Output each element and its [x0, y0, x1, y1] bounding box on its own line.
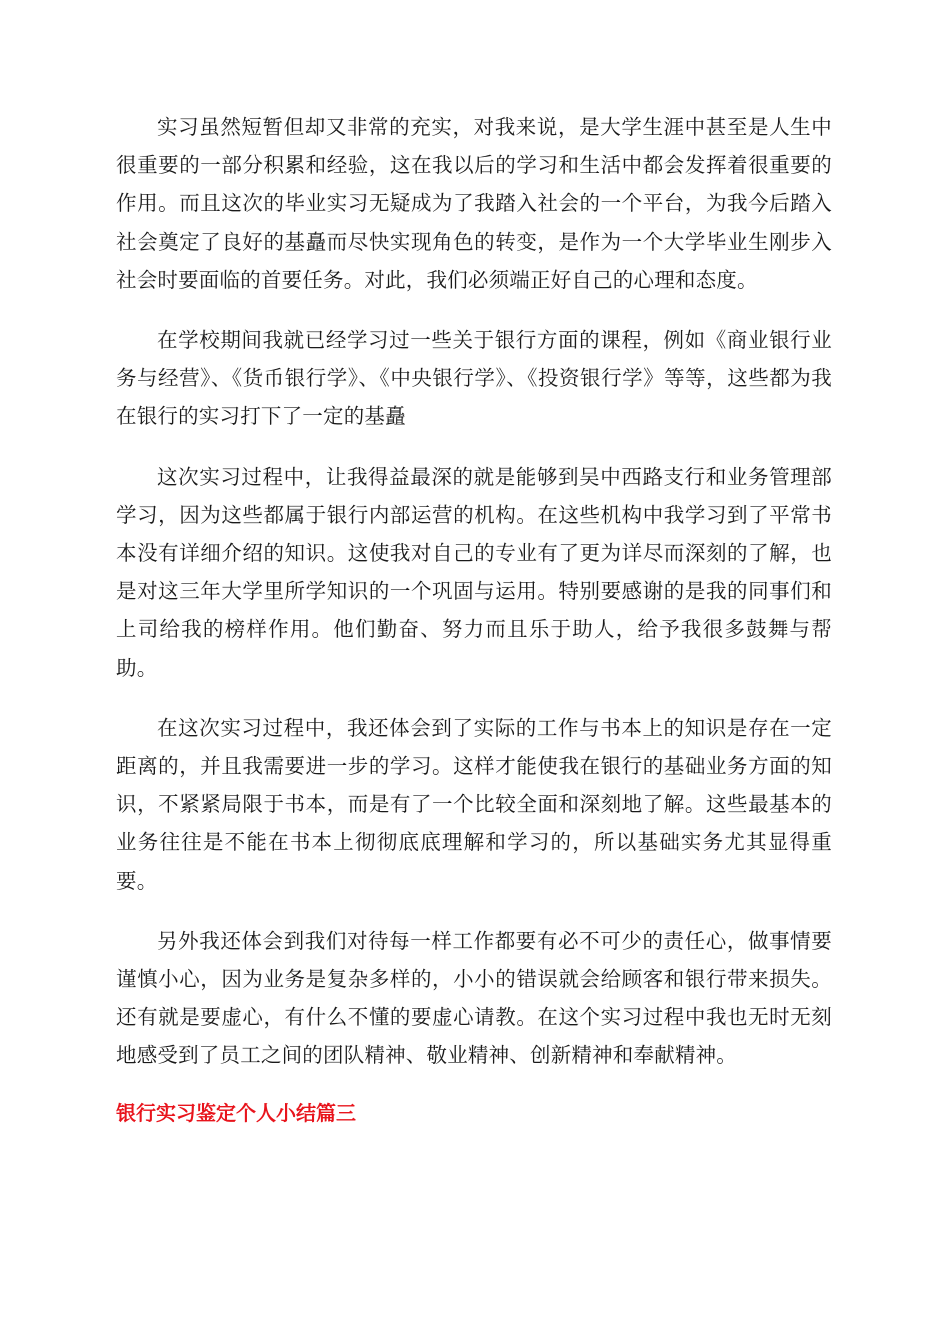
paragraph-3: 这次实习过程中，让我得益最深的就是能够到吴中西路支行和业务管理部学习，因为这些都属于银行内部运营的机构。在这些机构中我学习到了平常书本没有详细介绍的知识。这使我对自己的专业有了更为详尽而深刻的了解，也是对这三年大学里所学知识的一个巩固与运用。特别要感谢的是我的同事们和上司给我的榜样作用。他们勤奋、努力而且乐于助人，给予我很多鼓舞与帮助。 [116, 464, 832, 680]
document-body [116, 108, 832, 1129]
paragraph-1: 实习虽然短暂但却又非常的充实，对我来说，是大学生涯中甚至是人生中很重要的一部分积累和经验，这在我以后的学习和生活中都会发挥着很重要的作用。而且这次的毕业实习无疑成为了我踏入社会的一个平台，为我今后踏入社会奠定了良好的基矗而尽快实现角色的转变，是作为一个大学毕业生刚步入社会时要面临的首要任务。对此，我们必须端正好自己的心理和态度。 [116, 115, 832, 292]
paragraph-2: 在学校期间我就已经学习过一些关于银行方面的课程，例如《商业银行业务与经营》、《货币银行学》、《中央银行学》、《投资银行学》等等，这些都为我在银行的实习打下了一定的基矗 [116, 328, 832, 429]
paragraph-4: 在这次实习过程中，我还体会到了实际的工作与书本上的知识是存在一定距离的，并且我需要进一步的学习。这样才能使我在银行的基础业务方面的知识，不紧紧局限于书本，而是有了一个比较全面和深刻地了解。这些最基本的业务往往是不能在书本上彻彻底底理解和学习的，所以基础实务尤其显得重要。 [116, 715, 832, 893]
paragraph-5: 另外我还体会到我们对待每一样工作都要有必不可少的责任心，做事情要谨慎小心，因为业务是复杂多样的，小小的错误就会给顾客和银行带来损失。还有就是要虚心，有什么不懂的要虚心请教。在这个实习过程中我也无时无刻地感受到了员工之间的团队精神、敬业精神、创新精神和奉献精神。 [116, 928, 832, 1068]
section-heading: 银行实习鉴定个人小结篇三 [116, 1100, 356, 1125]
